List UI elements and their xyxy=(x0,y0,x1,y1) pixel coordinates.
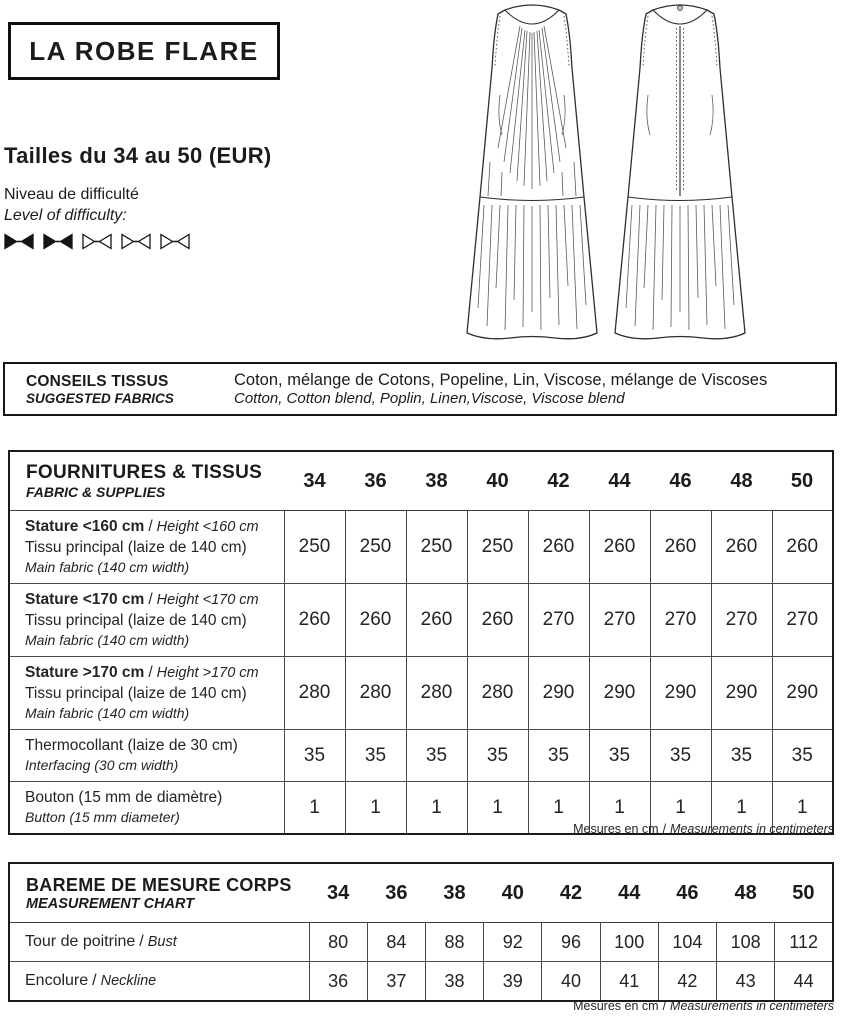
row-label-line1 xyxy=(25,590,283,611)
value-cell: 260 xyxy=(650,511,711,584)
value-cell: 43 xyxy=(717,962,775,1002)
pattern-title: LA ROBE FLARE xyxy=(29,35,259,66)
stature-fr: Stature >170 cm xyxy=(25,664,145,682)
value-cell: 35 xyxy=(772,730,833,782)
value-cell: 260 xyxy=(345,584,406,657)
value-cell: 270 xyxy=(711,584,772,657)
units-note-en: Measurements in centimeters xyxy=(670,822,834,836)
difficulty-icon xyxy=(160,233,190,250)
value-cell: 290 xyxy=(772,657,833,730)
value-cell: 250 xyxy=(467,511,528,584)
dress-front-view xyxy=(467,5,597,339)
slash-separator: / xyxy=(662,822,667,836)
stature-en: Height >170 cm xyxy=(156,665,259,682)
size-header: 44 xyxy=(600,863,658,923)
slash-separator: / xyxy=(148,664,153,682)
slash-separator: / xyxy=(148,591,153,609)
row-label-line2: Tissu principal (laize de 140 cm) xyxy=(25,612,247,630)
difficulty-icon xyxy=(43,233,73,250)
supplies-title-en: FABRIC & SUPPLIES xyxy=(26,484,166,500)
measurement-header-row xyxy=(9,863,833,923)
difficulty-label-en: Level of difficulty: xyxy=(4,207,127,224)
size-header: 50 xyxy=(772,451,833,511)
value-cell: 80 xyxy=(309,923,367,962)
size-header: 48 xyxy=(717,863,775,923)
value-cell: 1 xyxy=(650,782,711,835)
value-cell: 250 xyxy=(406,511,467,584)
difficulty-icon xyxy=(121,233,151,250)
supplies-table-heading xyxy=(9,451,284,511)
value-cell: 41 xyxy=(600,962,658,1002)
row-label xyxy=(9,657,284,730)
size-header: 36 xyxy=(367,863,425,923)
size-header: 36 xyxy=(345,451,406,511)
value-cell: 35 xyxy=(467,730,528,782)
value-cell: 260 xyxy=(528,511,589,584)
suggested-fabrics-box xyxy=(3,362,837,416)
measure-en: Neckline xyxy=(100,973,157,989)
row-label-line1: Bouton (15 mm de diamètre) xyxy=(25,789,223,807)
row-label-line2: Interfacing (30 cm width) xyxy=(25,757,179,774)
value-cell: 260 xyxy=(589,511,650,584)
value-cell: 290 xyxy=(650,657,711,730)
size-header: 34 xyxy=(284,451,345,511)
row-label-line1 xyxy=(25,517,283,538)
value-cell: 35 xyxy=(528,730,589,782)
value-cell: 1 xyxy=(528,782,589,835)
value-cell: 280 xyxy=(406,657,467,730)
slash-separator: / xyxy=(92,972,97,989)
suggested-fabrics-title-fr: CONSEILS TISSUS xyxy=(26,372,169,390)
value-cell: 1 xyxy=(589,782,650,835)
value-cell: 280 xyxy=(284,657,345,730)
size-header: 44 xyxy=(589,451,650,511)
row-label-line1 xyxy=(25,663,283,684)
fabrics-list-fr: Coton, mélange de Cotons, Popeline, Lin, Viscose, mélange de Viscoses xyxy=(234,371,768,389)
dress-back-view xyxy=(615,5,745,339)
suggested-fabrics-title-en: SUGGESTED FABRICS xyxy=(26,390,174,406)
value-cell: 1 xyxy=(772,782,833,835)
slash-separator: / xyxy=(148,518,153,536)
value-cell: 38 xyxy=(425,962,483,1002)
difficulty-icon xyxy=(4,233,34,250)
value-cell: 92 xyxy=(484,923,542,962)
slash-separator: / xyxy=(139,933,144,950)
value-cell: 1 xyxy=(406,782,467,835)
value-cell: 290 xyxy=(528,657,589,730)
supplies-title-fr: FOURNITURES & TISSUS xyxy=(26,462,263,483)
difficulty-label-fr: Niveau de difficulté xyxy=(4,186,139,203)
difficulty-icon xyxy=(82,233,112,250)
value-cell: 37 xyxy=(367,962,425,1002)
measurement-table xyxy=(8,862,834,1002)
size-header: 34 xyxy=(309,863,367,923)
table-row xyxy=(9,584,833,657)
value-cell: 108 xyxy=(717,923,775,962)
measurement-units-note xyxy=(573,999,834,1013)
supplies-table xyxy=(8,450,834,835)
value-cell: 35 xyxy=(711,730,772,782)
value-cell: 88 xyxy=(425,923,483,962)
table-row xyxy=(9,657,833,730)
value-cell: 290 xyxy=(589,657,650,730)
units-note-fr: Mesures en cm xyxy=(573,999,659,1013)
size-header: 42 xyxy=(542,863,600,923)
measure-en: Bust xyxy=(147,934,177,950)
value-cell: 36 xyxy=(309,962,367,1002)
row-label-line3: Main fabric (140 cm width) xyxy=(25,705,190,722)
row-label-line1: Thermocollant (laize de 30 cm) xyxy=(25,737,238,755)
measurement-title-en: MEASUREMENT CHART xyxy=(26,895,195,912)
row-label-line3: Main fabric (140 cm width) xyxy=(25,559,190,576)
value-cell: 1 xyxy=(284,782,345,835)
row-label xyxy=(9,511,284,584)
size-header: 38 xyxy=(406,451,467,511)
stature-en: Height <170 cm xyxy=(156,592,259,609)
table-row xyxy=(9,923,833,962)
units-note-fr: Mesures en cm xyxy=(573,822,659,836)
row-label xyxy=(9,730,284,782)
row-label xyxy=(9,782,284,835)
table-row xyxy=(9,962,833,1002)
value-cell: 35 xyxy=(406,730,467,782)
value-cell: 100 xyxy=(600,923,658,962)
value-cell: 84 xyxy=(367,923,425,962)
stature-fr: Stature <170 cm xyxy=(25,591,145,609)
value-cell: 96 xyxy=(542,923,600,962)
size-header: 38 xyxy=(425,863,483,923)
row-label-line3: Main fabric (140 cm width) xyxy=(25,632,190,649)
size-header: 40 xyxy=(467,451,528,511)
pattern-title-box xyxy=(8,22,280,80)
measurement-title-fr: BAREME DE MESURE CORPS xyxy=(26,874,292,895)
value-cell: 260 xyxy=(711,511,772,584)
value-cell: 35 xyxy=(589,730,650,782)
size-header: 46 xyxy=(650,451,711,511)
value-cell: 35 xyxy=(650,730,711,782)
table-row xyxy=(9,730,833,782)
size-range-text: Tailles du 34 au 50 (EUR) xyxy=(4,143,272,168)
table-row xyxy=(9,511,833,584)
slash-separator: / xyxy=(662,999,667,1013)
units-note-en: Measurements in centimeters xyxy=(670,999,834,1013)
row-label xyxy=(9,923,309,962)
row-label-line2: Button (15 mm diameter) xyxy=(25,809,180,826)
value-cell: 44 xyxy=(775,962,833,1002)
size-header: 42 xyxy=(528,451,589,511)
size-header: 40 xyxy=(484,863,542,923)
value-cell: 35 xyxy=(345,730,406,782)
stature-fr: Stature <160 cm xyxy=(25,518,145,536)
value-cell: 270 xyxy=(772,584,833,657)
row-label xyxy=(9,962,309,1002)
row-label xyxy=(9,584,284,657)
difficulty-rating xyxy=(4,233,190,250)
value-cell: 270 xyxy=(528,584,589,657)
value-cell: 290 xyxy=(711,657,772,730)
value-cell: 260 xyxy=(467,584,528,657)
value-cell: 42 xyxy=(658,962,716,1002)
value-cell: 35 xyxy=(284,730,345,782)
value-cell: 40 xyxy=(542,962,600,1002)
value-cell: 104 xyxy=(658,923,716,962)
suggested-fabrics-label xyxy=(5,373,234,406)
value-cell: 1 xyxy=(711,782,772,835)
value-cell: 250 xyxy=(345,511,406,584)
supplies-header-row xyxy=(9,451,833,511)
size-header: 48 xyxy=(711,451,772,511)
row-label-line2: Tissu principal (laize de 140 cm) xyxy=(25,539,247,557)
value-cell: 39 xyxy=(484,962,542,1002)
value-cell: 270 xyxy=(589,584,650,657)
value-cell: 260 xyxy=(406,584,467,657)
value-cell: 1 xyxy=(345,782,406,835)
measure-fr: Tour de poitrine xyxy=(25,933,136,950)
measure-fr: Encolure xyxy=(25,972,89,989)
value-cell: 280 xyxy=(345,657,406,730)
value-cell: 112 xyxy=(775,923,833,962)
value-cell: 280 xyxy=(467,657,528,730)
size-header: 50 xyxy=(775,863,833,923)
size-header: 46 xyxy=(658,863,716,923)
stature-en: Height <160 cm xyxy=(156,519,259,536)
suggested-fabrics-content xyxy=(234,371,767,407)
value-cell: 260 xyxy=(284,584,345,657)
value-cell: 250 xyxy=(284,511,345,584)
value-cell: 1 xyxy=(467,782,528,835)
value-cell: 270 xyxy=(650,584,711,657)
value-cell: 260 xyxy=(772,511,833,584)
fabrics-list-en: Cotton, Cotton blend, Poplin, Linen,Viscose, Viscose blend xyxy=(234,390,625,407)
supplies-units-note xyxy=(573,822,834,836)
row-label-line2: Tissu principal (laize de 140 cm) xyxy=(25,685,247,703)
dress-technical-drawing xyxy=(440,0,760,350)
measurement-table-heading xyxy=(9,863,309,923)
